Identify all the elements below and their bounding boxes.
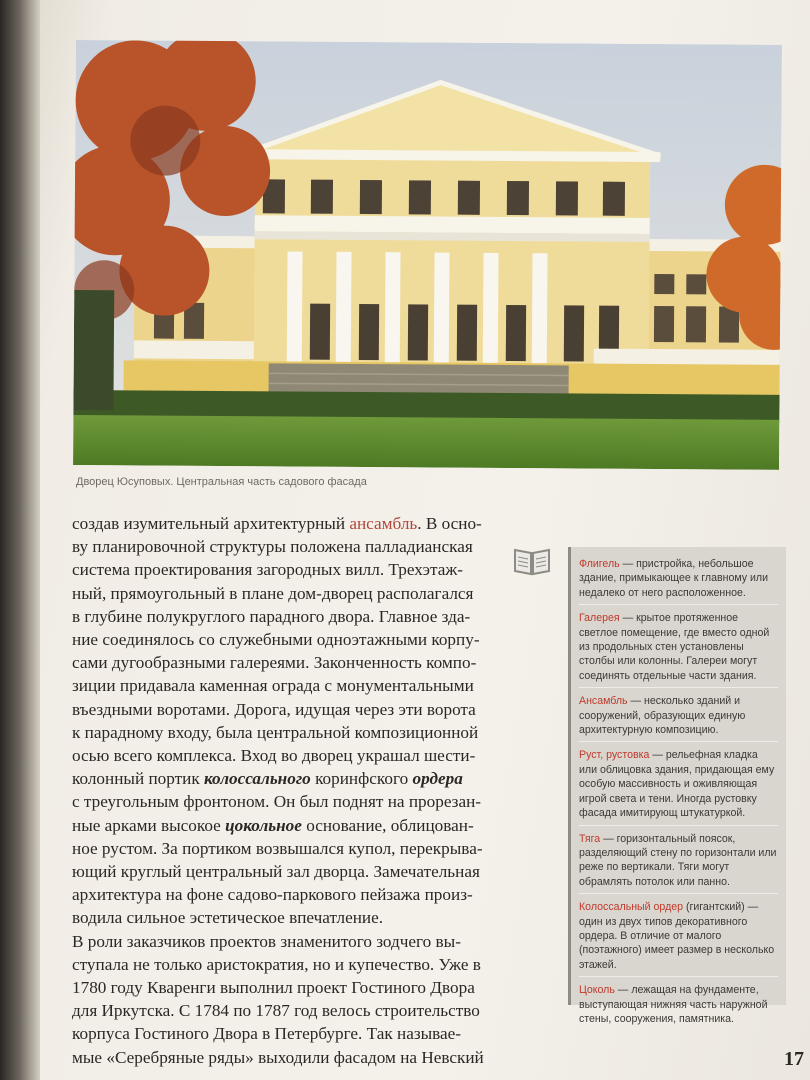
- body-text-run: архитектура на фоне садово-паркового пейзажа произ-: [72, 885, 473, 905]
- glossary-sidebar: [568, 547, 786, 1025]
- body-line: [72, 721, 504, 744]
- body-text-run: к парадному входу, была центральной композиционной: [72, 722, 479, 742]
- glossary-term: Цоколь: [579, 984, 615, 997]
- body-text-run: создав изумительный архитектурный: [72, 514, 350, 533]
- body-text-run: для Иркутска. С 1784 по 1787 год велось строительство: [72, 1001, 480, 1021]
- body-line: [72, 767, 504, 790]
- body-line: [72, 953, 504, 976]
- glossary-entry: [579, 900, 778, 977]
- body-line: [72, 628, 504, 651]
- body-text-run: 1780 году Кваренги выполнил проект Гостиного Двора: [72, 978, 475, 998]
- glossary-definition: — несколько зданий и сооружений, образующих единую архитектурную композицию.: [579, 695, 746, 737]
- body-line: [72, 512, 504, 535]
- body-text-run: сами дугообразными галереями. Законченность компо-: [72, 653, 477, 673]
- term-term-it: колоссального: [203, 769, 311, 789]
- body-line: [72, 883, 504, 906]
- body-line: [72, 1046, 504, 1069]
- body-text-run: ву планировочной структуры положена палладианская: [72, 537, 473, 557]
- body-line: [72, 860, 504, 883]
- glossary-term: Ансамбль: [579, 695, 628, 708]
- body-text-run: мые «Серебряные ряды» выходили фасадом на Невский: [72, 1047, 484, 1067]
- glossary-entry: [579, 611, 778, 688]
- body-text-run: зиции придавала каменная ограда с монументальными: [72, 676, 474, 696]
- body-line: [72, 674, 504, 697]
- body-text-run: коринфского: [310, 769, 413, 789]
- glossary-entry: [579, 748, 778, 825]
- glossary-definition: — пристройка, небольшое здание, примыкающее к главному или недалеко от него расположенное.: [579, 558, 769, 599]
- body-line: [72, 582, 504, 605]
- body-line: [72, 999, 504, 1022]
- body-line: [72, 558, 504, 581]
- body-line: [72, 744, 504, 767]
- glossary-term: Галерея: [579, 612, 620, 625]
- body-line: [72, 837, 504, 860]
- glossary-definition: — горизонтальный поясок, разделяющий стену по горизонтали или реже по вертикали. Тяги могут обрамлять потолок или панно.: [579, 832, 777, 888]
- page-number: 17: [784, 1048, 804, 1070]
- glossary-definition: (гигантский) — один из двух типов декоративного ордера. В отличие от малого (поэтажного) имеет размер в несколько этажей.: [579, 901, 775, 971]
- body-line: [72, 1022, 504, 1045]
- glossary-definition: — рельефная кладка или облицовка здания, придающая ему особую массивность и оживляющая игрой света и тени. Иногда рустовку фасада имитирующ штукатуркой.: [579, 749, 775, 820]
- body-text-run: ние соединялось со служебными одноэтажными корпу-: [72, 630, 480, 650]
- body-line: [72, 605, 504, 628]
- body-text: [72, 512, 504, 1069]
- body-line: [72, 814, 504, 837]
- glossary-entry: [579, 694, 778, 742]
- body-text-run: с треугольным фронтоном. Он был поднят на прорезан-: [72, 792, 481, 812]
- body-text-run: колонный портик: [72, 769, 204, 789]
- glossary-term: Колоссальный ордер: [579, 901, 684, 914]
- body-text-run: корпуса Гостиного Двора в Петербурге. Так называе-: [72, 1024, 462, 1044]
- body-text-run: ющий круглый центральный зал дворца. Замечательная: [72, 862, 480, 882]
- glossary-entry: [579, 557, 778, 605]
- body-text-run: В роли заказчиков проектов знаменитого зодчего вы-: [72, 931, 461, 951]
- body-text-run: въездными воротами. Дорога, идущая через эти ворота: [72, 699, 476, 719]
- body-text-run: . В осно-: [417, 514, 482, 533]
- open-book-icon: [513, 546, 551, 576]
- glossary-term: Руст, рустовка: [579, 749, 650, 762]
- term-term: ансамбль: [349, 514, 418, 533]
- body-text-run: водила сильное эстетическое впечатление.: [72, 908, 384, 928]
- body-text-run: основание, облицован-: [301, 815, 474, 835]
- body-text-run: ный, прямоугольный в плане дом-дворец располагался: [72, 583, 474, 603]
- photo-caption: Дворец Юсуповых. Центральная часть садового фасада: [76, 476, 367, 488]
- glossary-entry: [579, 832, 778, 895]
- body-line: [72, 790, 504, 813]
- body-text-run: система проектирования загородных вилл. Трехэтаж-: [72, 560, 463, 580]
- body-line: [72, 906, 504, 929]
- glossary-definition: — лежащая на фундаменте, выступающая нижняя часть наружной стены, сооружения, памятника.: [579, 984, 768, 1025]
- glossary-term: Флигель: [579, 558, 620, 570]
- term-term-it: ордера: [412, 769, 463, 789]
- body-text-run: осью всего комплекса. Вход во дворец украшал шести-: [72, 746, 476, 766]
- body-text-run: ное рустом. За портиком возвышался купол, перекрыва-: [72, 838, 483, 858]
- body-line: [72, 651, 504, 674]
- body-text-run: в глубине полукруглого парадного двора. Главное зда-: [72, 606, 471, 626]
- body-text-run: ступала не только аристократия, но и купечество. Уже в: [72, 954, 481, 974]
- body-line: [72, 698, 504, 721]
- body-line: [72, 976, 504, 999]
- palace-photo: [73, 40, 782, 470]
- glossary-definition: — крытое протяженное светлое помещение, где вместо одной из продольных стен установлены столбы или колонны. Галереи могут соединять отдельные части здания.: [579, 612, 770, 682]
- term-term-it: цокольное: [225, 815, 302, 835]
- glossary-term: Тяга: [579, 832, 601, 845]
- body-line: [72, 535, 504, 558]
- body-text-run: ные арками высокое: [72, 815, 226, 835]
- glossary-entry: [579, 983, 778, 1030]
- body-line: [72, 930, 504, 953]
